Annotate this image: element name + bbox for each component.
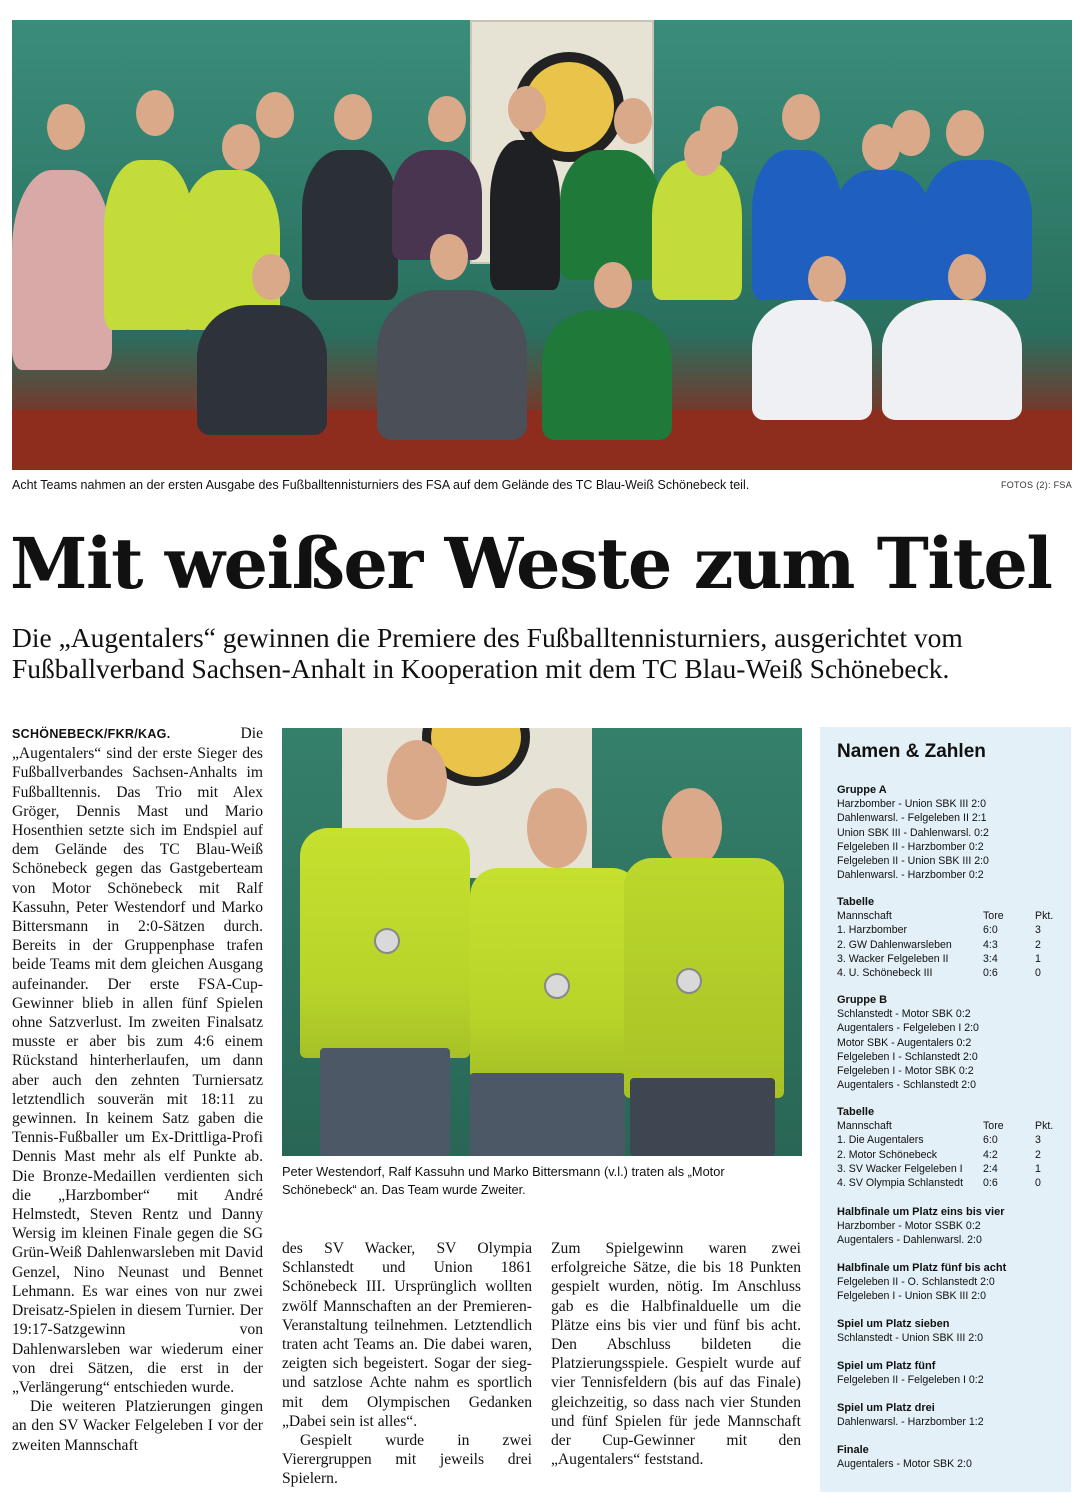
list-item: Felgeleben I - Motor SBK 0:2 (837, 1065, 974, 1078)
semifinal-5-8 (837, 1261, 1059, 1304)
list-item: Felgeleben II - Felgeleben I 0:2 (837, 1374, 984, 1387)
list-item: Motor SBK - Augentalers 0:2 (837, 1036, 972, 1049)
results-sidebar (820, 727, 1071, 1492)
col3-body: Zum Spielgewinn waren zwei erfolgreiche Sätze, die bis 18 Punkten gespielt wurden, nötig. Im Anschluss gab es die Halbfinalduelle um die Plätze eins bis vier und fünf bis acht. Den Abschluss bildeten die Platzierungsspiele. Gespielt wurde auf vier Tennisfeldern (bis auf das Finale) gleichzeitig, so dass nach vier Stunden und fünf Spielen für jede Mannschaft der Cup-Gewinner mit den „Augentalers“ feststand. (551, 1240, 801, 1469)
photo1-caption-row (12, 476, 1072, 498)
list-item: Schlanstedt - Union SBK III 2:0 (837, 1332, 984, 1345)
list-item: Harzbomber - Motor SSBK 0:2 (837, 1220, 981, 1233)
list-item: Felgeleben II - O. Schlanstedt 2:0 (837, 1276, 995, 1289)
list-item: Augentalers - Motor SBK 2:0 (837, 1458, 972, 1471)
table-row: 4. SV Olympia Schlanstedt 0:6 0 (837, 1177, 1041, 1190)
place-3-game (837, 1401, 1059, 1429)
table-header-row: Mannschaft Tore Pkt. (837, 1120, 1054, 1133)
group-b-heading: Gruppe B (837, 994, 888, 1006)
article-column-2 (282, 1239, 532, 1489)
list-item: Felgeleben II - Harzbomber 0:2 (837, 840, 984, 853)
headline: Mit weißer Weste zum Titel (10, 522, 1052, 605)
table-row: 1. Die Augentalers 6:0 3 (837, 1134, 1041, 1147)
list-item: Felgeleben I - Schlanstedt 2:0 (837, 1050, 978, 1063)
table-row: 2. GW Dahlenwarsleben 4:3 2 (837, 938, 1041, 951)
final-game (837, 1443, 1059, 1471)
semifinal-1-4-heading: Halbfinale um Platz eins bis vier (837, 1206, 1005, 1218)
place-7-game (837, 1317, 1059, 1345)
table-row: 1. Harzbomber 6:0 3 (837, 924, 1041, 937)
subheadline: Die „Augentalers“ gewinnen die Premiere des Fußballtennisturniers, ausgerichtet vom Fußballverband Sachsen-Anhalt in Kooperation mit dem TC Blau-Weiß Schönebeck. (12, 622, 963, 684)
list-item: Felgeleben I - Union SBK III 2:0 (837, 1290, 986, 1303)
list-item: Union SBK III - Dahlenwarsl. 0:2 (837, 826, 989, 839)
group-a-heading: Gruppe A (837, 784, 887, 796)
motor-schoenebeck-photo (282, 728, 802, 1156)
semifinal-5-8-heading: Halbfinale um Platz fünf bis acht (837, 1262, 1007, 1274)
place-7-heading: Spiel um Platz sieben (837, 1318, 950, 1330)
table-b-heading: Tabelle (837, 1106, 875, 1118)
group-b-table (837, 1105, 1059, 1190)
sidebar-title: Namen & Zahlen (837, 741, 986, 762)
col1-paragraph-2: Die weiteren Platzierungen gingen an den SV Wacker Felgeleben I vor der zweiten Mannschaft (12, 1398, 263, 1454)
group-a-table (837, 895, 1059, 980)
list-item: Dahlenwarsl. - Harzbomber 0:2 (837, 869, 984, 882)
dateline: SCHÖNEBECK/FKR/KAG. (12, 727, 171, 741)
article-column-3 (551, 1239, 801, 1469)
table-row: 2. Motor Schönebeck 4:2 2 (837, 1148, 1041, 1161)
list-item: Felgeleben II - Union SBK III 2:0 (837, 855, 989, 868)
group-b-games (837, 993, 1059, 1092)
table-row: 3. SV Wacker Felgeleben I 2:4 1 (837, 1162, 1041, 1175)
table-header-row: Mannschaft Tore Pkt. (837, 910, 1054, 923)
list-item: Schlanstedt - Motor SBK 0:2 (837, 1008, 971, 1021)
list-item: Harzbomber - Union SBK III 2:0 (837, 798, 986, 811)
list-item: Dahlenwarsl. - Felgeleben II 2:1 (837, 812, 987, 825)
article-column-1 (12, 724, 263, 1455)
col2-paragraph-2: Gespielt wurde in zwei Vierergruppen mit jeweils drei Spielern. (282, 1432, 532, 1488)
col1-body: Die „Augentalers“ sind der erste Sieger des Fußballverbandes Sachsen-Anhalts im Fußballtennis. Das Trio mit Alex Gröger, Dennis Mast und Mario Hosenthien setzte sich im Endspiel auf dem Gelände des TC Blau-Weiß Schönebeck gegen das Gastgeberteam von Motor Schönebeck mit Ralf Kassuhn, Peter Westendorf und Marko Bittersmann in 2:0-Sätzen durch. Bereits in der Gruppenphase trafen beide Teams mit dem gleichen Ausgang aufeinander. Der erste FSA-Cup-Gewinner blieb in allen fünf Spielen ohne Satzverlust. Im zweiten Finalsatz musste er aber bis zum 4:6 einem Rückstand hinterherlaufen, um dann aber auch den zehnten Turniersatz letztendlich souverän mit 18:11 zu gewinnen. In keinem Satz gaben die Tennis-Fußballer um Ex-Drittliga-Profi Dennis Mast mehr als elf Punkte ab. Die Bronze-Medaillen verdienten sich die „Harzbomber“ mit André Helmstedt, Steven Rentz und Danny Wersig im kleinen Finale gegen die SG Grün-Weiß Dahlenwarsleben mit David Genzel, Nino Neunast und Bennet Lehmann. Es war eines von nur zwei Dreisatz-Spielen in diesem Turnier. Der 19:17-Satzgewinn von Dahlenwarsleben war wiederum einer von drei Sätzen, die erst in der „Verlängerung“ entschieden wurde. (12, 725, 263, 1396)
list-item: Dahlenwarsl. - Harzbomber 1:2 (837, 1416, 984, 1429)
col2-body: des SV Wacker, SV Olympia Schlanstedt und Union 1861 Schönebeck III. Ursprünglich wollten zwölf Mannschaften an der Premieren-Veranstaltung teilnehmen. Letztendlich traten acht Teams an. Die dabei waren, zeigten sich begeistert. Sogar der sieg- und satzlose Achte nahm es sportlich mit dem Olympischen Gedanken „Dabei sein ist alles“. (282, 1240, 532, 1430)
list-item: Augentalers - Schlanstedt 2:0 (837, 1079, 976, 1092)
list-item: Augentalers - Felgeleben I 2:0 (837, 1022, 979, 1035)
photo2-caption: Peter Westendorf, Ralf Kassuhn und Marko Bittersmann (v.l.) traten als „Motor Schönebeck“ an. Das Team wurde Zweiter. (282, 1164, 725, 1197)
final-heading: Finale (837, 1444, 869, 1456)
semifinal-1-4 (837, 1205, 1059, 1248)
group-a-games (837, 783, 1059, 882)
place-3-heading: Spiel um Platz drei (837, 1402, 935, 1414)
table-row: 4. U. Schönebeck III 0:6 0 (837, 967, 1041, 980)
place-5-heading: Spiel um Platz fünf (837, 1360, 936, 1372)
team-group-photo (12, 20, 1072, 470)
photo-credit: FOTOS (2): FSA (1000, 480, 1072, 490)
table-row: 3. Wacker Felgeleben II 3:4 1 (837, 952, 1041, 965)
place-5-game (837, 1359, 1059, 1387)
list-item: Augentalers - Dahlenwarsl. 2:0 (837, 1234, 982, 1247)
table-a-heading: Tabelle (837, 896, 875, 908)
photo1-caption: Acht Teams nahmen an der ersten Ausgabe des Fußballtennisturniers des FSA auf dem Gelände des TC Blau-Weiß Schönebeck teil. (12, 478, 750, 492)
